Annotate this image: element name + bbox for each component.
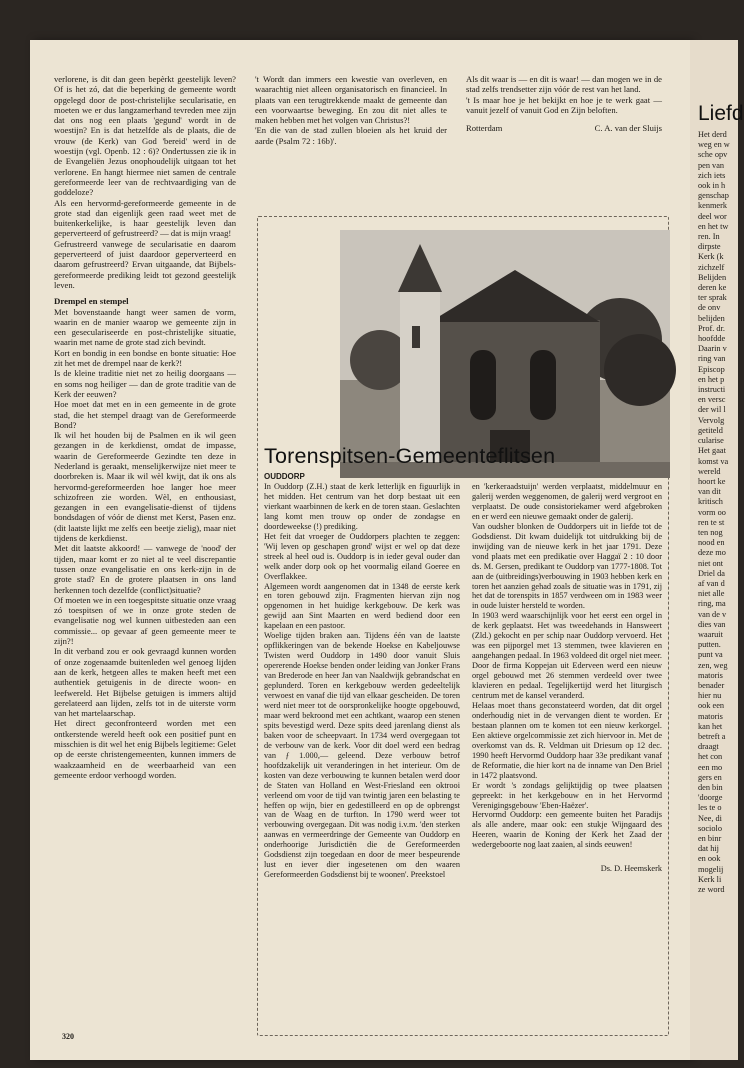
paragraph: Of moeten we in een toegespitste situatie onze vraag zó toespitsen of we in onze grote steden de evangelisatie nog wel kunnen uitbesteden aan een commissie... op gevaar af geen gemeente meer te zijn?! [54,594,236,647]
right-page-line: weg en w [698,140,730,150]
right-page-line: wereld [698,466,721,476]
right-page-line: nood en [698,538,725,548]
paragraph: en 'kerkeraadstuijn' werden verplaatst, middelmuur en galerij werden weggenomen, de galerij werd vergroot en verplaatst. De oude consistoriekamer werd afgebroken en er werd een nieuwe gemaakt onder de galerij. [472,482,662,521]
right-page-line: der wil l [698,405,726,415]
right-page-line: benader [698,680,725,690]
right-page-line: Prof. dr. [698,323,725,333]
right-page-line: van de v [698,609,727,619]
right-page-line: getiteld [698,425,723,435]
article-column-2 [472,482,662,874]
paragraph: Er wordt 's zondags gelijktijdig op twee plaatsen gepreekt: in het kerkgebouw en in het Hervormd Verenigingsgebouw 'Eben-Haëzer'. [472,780,662,810]
paragraph: Het direct geconfronteerd worden met een ontkerstende wereld heeft ook een positief punt en misschien is dit wel het enig Bijbels legitieme: Gelet op de eerste christengemeenten, kunnen immers de waakzaamheid en de weerbaarheid van een gemeente erdoor verhoogd worden. [54,718,236,780]
right-page-line: gers en [698,772,722,782]
right-page-line: kritisch [698,497,723,507]
right-page-line: den bin [698,783,723,792]
church-photo-image [340,230,670,478]
paragraph: 'En die van de stad zullen bloeien als het kruid der aarde (Psalm 72 : 16b)'. [255,125,447,146]
paragraph: Kort en bondig in een bondse en bonte situatie: Hoe zit het met de drempel naar de kerk?! [54,347,236,369]
right-page-line: punt va [698,650,723,660]
right-page-line: niet ont [698,558,724,568]
paragraph: 't Wordt dan immers een kwestie van overleven, en waarachtig niet alleen organisatorisch en financieel. In plaats van een terugtrekkende maakt de gemeente dan een voorwaartse beweging. En zou dit niet alles te maken hebben met het volgen van Christus?! [255,74,447,126]
paragraph: Als een hervormd-gereformeerde gemeente in de grote stad dan eigenlijk geen raad weet met de buitenkerkelijke, is haar geestelijk leven dan geperverteerd of gefrustreerd? — dat is mijn vraag! [54,197,236,239]
right-page-line: komst va [698,456,729,466]
right-page-line: niet alle [698,589,725,599]
church-photo [340,230,670,478]
right-page-line: vorm oo [698,507,726,517]
paragraph: Het feit dat vroeger de Ouddorpers plachten te zeggen: 'Wij leven op geschapen grond' wijst er wel op dat deze streek al heel oud is. Ouddorp is in ieder geval ouder dan welk ander dorp ook op het voormalig eiland Goeree en Overflakkee. [264,531,460,581]
right-page-line: kenmerk [698,201,728,211]
right-page-line: zen, weg [698,660,728,670]
paragraph: Hervormd Ouddorp: een gemeente buiten het Paradijs als alle andere, maar ook: een stukje Wijngaard des Heeren, waarin de Koning der Kerk het Zaad der wedergeboorte nog laat zaaien, al sinds eeuwen! [472,810,662,850]
paragraph: 't Is maar hoe je het bekijkt en hoe je te werk gaat — vanuit jezelf of vanuit God en Zijn beloften. [466,94,662,115]
left-page [30,40,690,1060]
paragraph: Algemeen wordt aangenomen dat in 1348 de eerste kerk en toren gebouwd zijn. Fragmenten hiervan zijn nog opgenomen in het huidige kerkgebouw. De kerk was gewijd aan Sint Maarten en werd bediend door een kapelaan en een pastoor. [264,581,460,631]
right-page-line: les te o [698,803,722,813]
right-page-line: waaruit [698,629,723,639]
right-page-line: ook een [698,701,725,711]
right-page-line: zichzelf [698,262,725,272]
paragraph: In dit verband zou er ook gevraagd kunnen worden of onze zogenaamde buitenleden wel genoeg lijden aan de kerk, hetgeen alles te maken heeft met een authentiek getuigenis in de directe woon- en leefwereld. Het Bijbelse getuigen is immers altijd gerelateerd aan lijden, zelfs tot in de uiterste vorm van het martelaarschap. [54,646,236,719]
right-page-line: en het tw [698,221,729,231]
right-page-line: van dit [698,487,721,497]
right-page-line: Daarin v [698,344,727,354]
article-subtitle: OUDDORP [264,472,305,481]
right-page-line: Kerk li [698,874,722,884]
right-page-line: betreft a [698,731,726,741]
right-page-line: deren ke [698,283,727,293]
paragraph: Hoe moet dat met en in een gemeente in de grote stad, die het stempel draagt van de Gereformeerde Bond? [54,399,236,430]
right-page-line: dat hij [698,844,719,854]
right-page-title: Liefd [698,102,744,125]
right-page-line: cularise [698,436,724,446]
right-page-line: ren te st [698,517,725,527]
right-page-line: en het p [698,374,725,384]
right-page-line: deze mo [698,548,726,558]
right-page-line: ze word [698,885,725,895]
paragraph: Is de kleine traditie niet net zo heilig doorgaans — en soms nog heiliger — dan de grote traditie van de Kerk der eeuwen? [54,368,236,399]
right-page-line: putten. [698,640,721,650]
right-page-line: matoris [698,670,723,680]
column-3 [466,74,662,133]
right-page-line: deel wor [698,211,727,221]
page-number: 320 [62,1032,74,1041]
right-page-line: sche opv [698,150,728,160]
article-author: Ds. D. Heemskerk [600,864,662,874]
right-page-line: Episcop [698,364,725,374]
right-page-line: de onv [698,303,721,313]
right-page-column [698,130,738,895]
right-page [690,40,744,1060]
right-page-line: Belijden [698,272,727,282]
paragraph: Woelige tijden braken aan. Tijdens één van de laatste opflikkeringen van de bekende Hoekse en Kabeljouwse Twisten werd Ouddorp in 1490 door vanuit Sluis opererende Hoekse benden onder leiding van Jonker Frans van Brederode en heer Jan van Naaldwijk gebrandschat en geplunderd. Toren en kerkgebouw werden gedeeltelijk verwoest en vanaf die tijd van elkaar gescheiden. De toren werd niet meer tot de oorspronkelijke hoogte opgebouwd, maar werd bekroond met een achtkant, waarop een stenen spits bevestigd werd. Deze spits deed jarenlang dienst als baken voor de scheepvaart. In 1734 werd overgegaan tot de verbouw van de kerk. Voor dit doel werd een bedrag van ƒ 1.000,— geleend. Deze verbouw betrof hoofdzakelijk uit veranderingen in het interieur. Om de kosten van deze verbouwing te kunnen betalen werd door de Staten van Holland en West-Friesland een oktrooi verleend om voor de tijd van twintig jaren een belasting te heffen op wijn, bier en gedestilleerd en op de opbrengst van de Waag en de turfton. In 1790 werd weer tot verbouwing overgegaan. Dit was nodig i.v.m. 'den sterken aanwas en vermeerdringe der Gemeente van Ouddorp en onderhoorige Jurisdictiën die de Gereformeerden Godsdienst zijn toegedaan en door de meer bespeurende lust en iever dier ingesetenen om den waaren Gereformeerden Godsdienst bij te woonen'. Preekstoel [264,631,460,880]
signature-place: Rotterdam [466,123,503,134]
right-page-line: kan het [698,721,723,731]
right-page-line: ring van [698,354,726,364]
section-heading: Drempel en stempel [54,296,129,307]
signature-row [466,123,662,133]
right-page-line: af van d [698,578,725,588]
paragraph: Van oudsher blonken de Ouddorpers uit in liefde tot de Godsdienst. Dit kwam duidelijk tot uitdrukking bij de inwijding van de nieuwe kerk in het jaar 1791. Deze vond plaats met een predikatie over Haggaï 2 : 10 door ds. M. Gersen, predikant te Ouddorp van 1777-1808. Tot aan de (uitbreidings)verbouwing in 1903 hebben kerk en toren het aanzien gehad zoals de situatie was in 1791, zij het dat de torenspits in 1857 verdween om in 1983 weer in oude luister hersteld te worden. [472,521,662,611]
right-page-line: ten nog [698,527,723,537]
right-page-line: Kerk (k [698,252,724,262]
right-page-line: belijden [698,313,725,323]
right-page-line: Vervolg [698,415,725,425]
right-page-line: ter sprak [698,293,727,303]
right-page-line: en versc [698,395,726,405]
right-page-line: hoofdde [698,334,726,344]
paragraph: Ik wil het houden bij de Psalmen en ik wil geen gezangen in de kerkdienst, omdat de impasse, waarin de Gereformeerde Gezindte ten deze in Nederland is geraakt, menselijkerwijze niet meer te doorbreken is. Maar ik wil wèl kwijt, dat ik ons als hervormd-gereformeerden hoe langer hoe meer schizofreen zie worden. Wèl, en enthousiast, gezangen in een evangelisatie-dienst of tijdens bondsdagen of vóór de dienst met Kerst, Pasen enz. (dit laatste lijkt me zelfs een beetje zielig), maar niet tijdens de kerkdienst. [54,430,236,544]
signature-name: C. A. van der Sluijs [594,123,662,134]
paragraph: In 1903 werd waarschijnlijk voor het eerst een orgel in de kerk geplaatst. Het was tweedehands in Hansweert (Zld.) gekocht en per schip naar Ouddorp vervoerd. Het was een pijporgel met 13 stemmen, twee klavieren en aangehangen pedaal. In 1963 voldeed dit orgel niet meer. Door de firma Koppejan uit Ederveen werd een nieuw orgel gebouwd met 26 stemmen verdeeld over twee klavieren en pedaal. Tegelijkertijd werd het liturgisch centrum met de kansel veranderd. [472,611,662,701]
right-page-line: het con [698,752,723,762]
right-page-line: Het derd [698,130,727,139]
column-1 [54,74,236,780]
right-page-line: Het gaat [698,446,726,456]
right-page-line: instructi [698,385,726,395]
paragraph: Met bovenstaande hangt weer samen de vorm, waarin en de manier waarop we gemeente zijn in een geseculariseerde en post-christelijke situatie, waarin met name de grote stad zich bevindt. [54,306,236,348]
right-page-line: mogelij [698,864,724,874]
article-column-1 [264,482,460,880]
right-page-line: 'doorge [698,793,723,803]
right-page-line: hoort ke [698,476,726,486]
right-page-line: matoris [698,711,723,721]
right-page-line: draagt [698,742,719,752]
right-page-line: ook in h [698,181,726,191]
right-page-line: dirpste [698,242,721,252]
right-page-line: Nee, di [698,813,722,823]
right-page-line: zich iets [698,170,726,180]
paragraph: In Ouddorp (Z.H.) staat de kerk letterlijk en figuurlijk in het midden. Het centrum van het dorp bestaat uit een vierkant waarbinnen de kerk en de toren staan. Geslachten lang komt men trouw op onder de zondagse en doordeweekse (!) prediking. [264,482,460,531]
right-page-line: sociolo [698,823,722,833]
right-page-line: een mo [698,762,723,772]
right-page-line: hier nu [698,691,722,701]
right-page-line: ring, ma [698,599,726,609]
right-page-line: dies van [698,619,726,629]
paragraph: verlorene, is dit dan geen bepèrkt geestelijk leven? Of is het zó, dat die beperking de gemeente wordt opgelegd door de post-christelijke secularisatie, en moeten we er dus langzamerhand tevreden mee zijn dat ons nog een plaats 'gegund' wordt in de woestijn? En is dat hetzelfde als de plaats, die de vrouw (de Kerk) van God 'bereid' werd in de woestijn (vgl. Openb. 12 : 6)? Ondertussen zie ik in de Evangeliën Jezus onophoudelijk uitgaan tot het verlorene. En hangt hiermee niet samen de centrale gereformeerde leer van de rechtvaardiging van de goddeloze? [54,74,236,198]
right-page-line: en binr [698,834,722,844]
right-page-line: Driel da [698,568,725,578]
column-2 [255,74,447,146]
article-title: Torenspitsen-Gemeenteflitsen [264,444,556,468]
right-page-line: genschap [698,191,729,201]
paragraph: Helaas moet thans geconstateerd worden, dat dit orgel onderhoudig niet in de vervangen dient te worden. Er bestaan plannen om te komen tot een nieuw kerkorgel. Een aktieve orgelcommissie zet zich hiervoor in. Met de overkomst van ds. R. Veldman uit Driesum op 12 dec. 1990 heeft Hervormd Ouddorp haar 33e predikant vanaf de Reformatie, die hier kort na de inname van Den Briel in 1472 plaatsvond. [472,700,662,780]
right-page-line: ren. In [698,232,720,242]
right-page-line: pen van [698,160,725,170]
paragraph: Als dit waar is — en dit is waar! — dan mogen we in de stad zelfs trendsetter zijn vóór de rest van het land. [466,74,662,95]
paragraph: Gefrustreerd vanwege de secularisatie en daarom geperverteerd of juist daardoor geperverteerd en daarom gefrustreerd? Ervan uitgaande, dat Bijbels-gereformeerde prediking leidt tot gezond geestelijk leven. [54,238,236,290]
paragraph: Met dit laatste akkoord! — vanwege de 'nood' der tijden, maar komt er zo niet al te veel discrepantie tussen onze evangelisatie en ons kerk-zijn in de grote stad? En de grotere plaatsen in ons land herkennen toch dezelfde (conflict)situatie? [54,543,236,595]
right-page-line: en ook [698,854,721,864]
